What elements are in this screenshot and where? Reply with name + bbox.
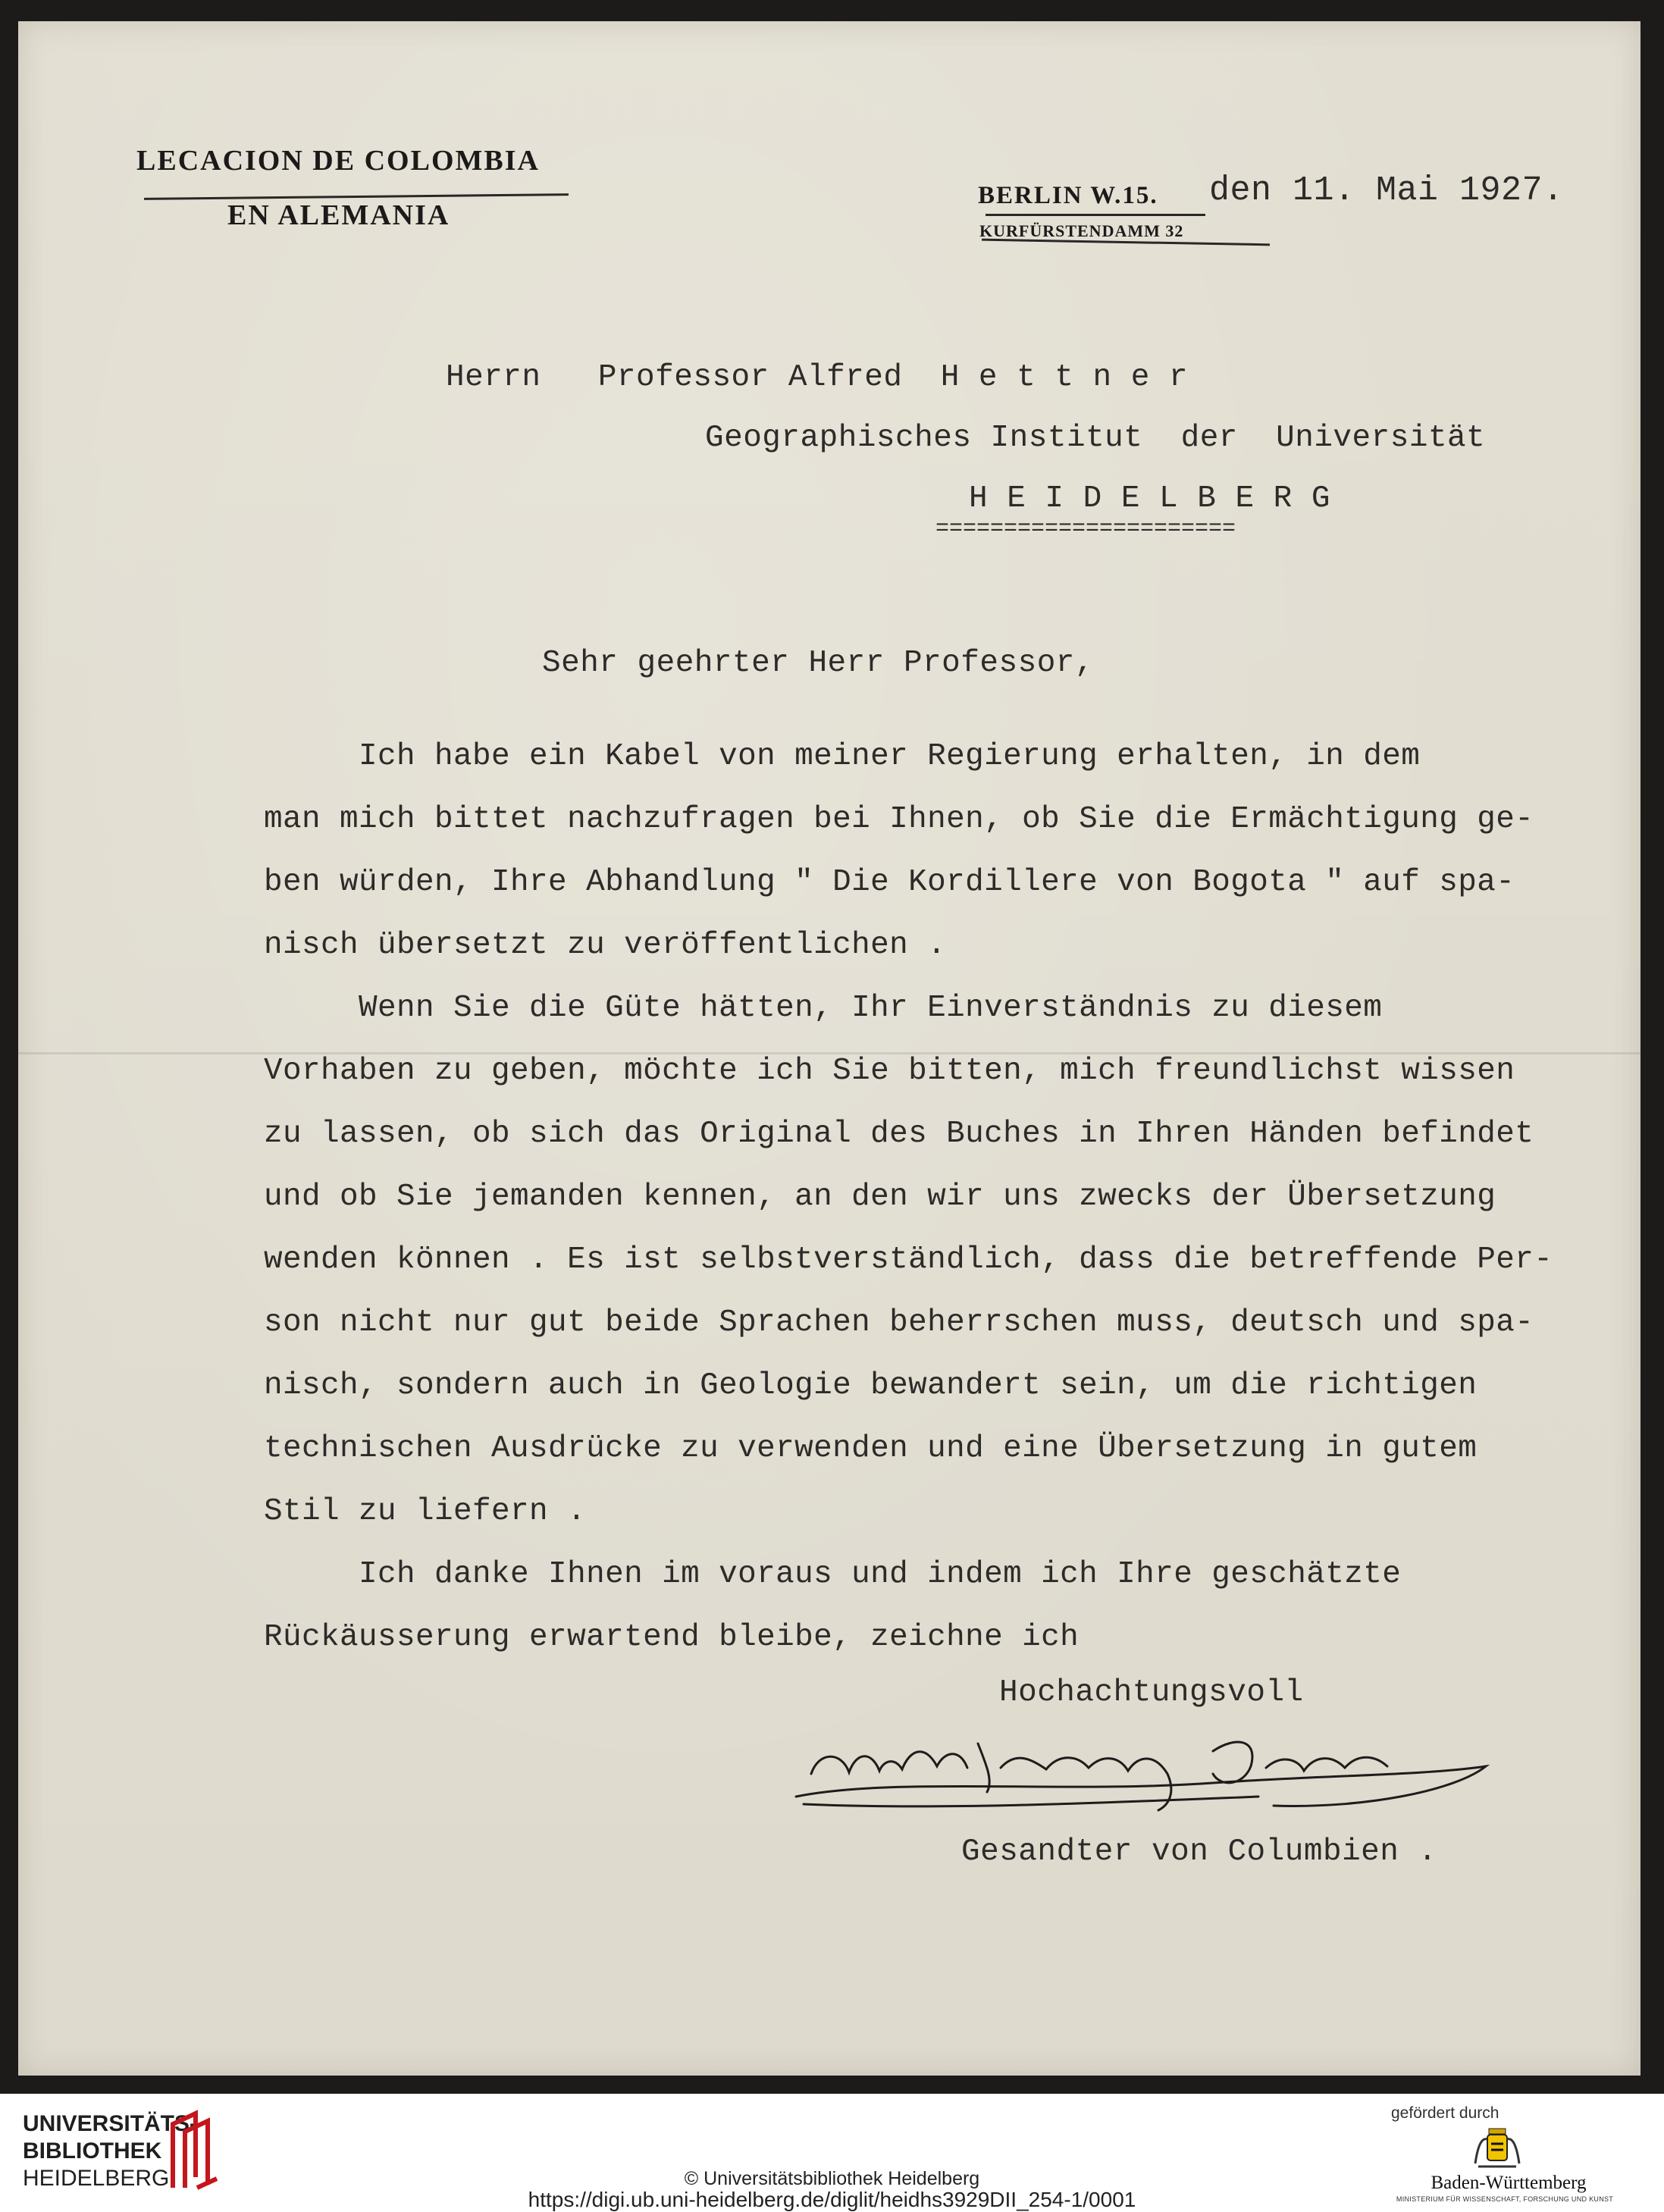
handwritten-signature [788, 1721, 1501, 1819]
closing: Hochachtungsvoll [999, 1675, 1304, 1710]
recipient-name: Herrn Professor Alfred H e t t n e r [446, 360, 1189, 395]
library-name-line1: UNIVERSITÄTS- [23, 2111, 198, 2136]
body-line: Rückäusserung erwartend bleibe, zeichne ich [264, 1620, 1080, 1655]
body-line: Vorhaben zu geben, möchte ich Sie bitten, mich freundlichst wissen [264, 1054, 1515, 1089]
body-line: Stil zu liefern . [264, 1494, 587, 1529]
library-name-line3: HEIDELBERG [23, 2166, 170, 2191]
recipient-city-underline: ====================== [935, 516, 1236, 542]
body-line: Ich danke Ihnen im voraus und indem ich Ihre geschätzte [264, 1557, 1402, 1592]
salutation: Sehr geehrter Herr Professor, [542, 646, 1095, 681]
library-name-line2: BIBLIOTHEK [23, 2138, 162, 2163]
funded-by-label: gefördert durch [1391, 2104, 1499, 2122]
letterhead-city: BERLIN W.15. [978, 182, 1158, 209]
library-footer [0, 2094, 1664, 2212]
body-line: ben würden, Ihre Abhandlung " Die Kordillere von Bogota " auf spa- [264, 865, 1515, 900]
funder-ministry: MINISTERIUM FÜR WISSENSCHAFT, FORSCHUNG UND KUNST [1396, 2195, 1614, 2203]
body-line: technischen Ausdrücke zu verwenden und eine Übersetzung in gutem [264, 1431, 1478, 1466]
letterhead-street: KURFÜRSTENDAMM 32 [979, 221, 1184, 240]
body-line: zu lassen, ob sich das Original des Buches in Ihren Händen befindet [264, 1117, 1534, 1151]
body-line: man mich bittet nachzufragen bei Ihnen, ob Sie die Ermächtigung ge- [264, 802, 1534, 837]
recipient-institute: Geographisches Institut der Universität [705, 421, 1486, 456]
funder-name: Baden-Württemberg [1431, 2173, 1587, 2193]
permalink-url[interactable]: https://digi.ub.uni-heidelberg.de/diglit/heidhs3929DII_254-1/0001 [528, 2188, 1136, 2211]
letter-date: den 11. Mai 1927. [1209, 171, 1564, 210]
body-line: und ob Sie jemanden kennen, an den wir uns zwecks der Übersetzung [264, 1180, 1496, 1214]
sender-title: Gesandter von Columbien . [961, 1834, 1437, 1869]
body-line: Ich habe ein Kabel von meiner Regierung erhalten, in dem [264, 739, 1421, 774]
body-line: Wenn Sie die Güte hätten, Ihr Einverständnis zu diesem [264, 991, 1383, 1026]
body-line: nisch übersetzt zu veröffentlichen . [264, 928, 947, 963]
coat-of-arms-icon [1471, 2127, 1524, 2171]
body-line: son nicht nur gut beide Sprachen beherrschen muss, deutsch und spa- [264, 1305, 1534, 1340]
copyright-notice: © Universitätsbibliothek Heidelberg [684, 2168, 980, 2189]
letterhead-line2: EN ALEMANIA [227, 199, 450, 231]
address-rule [986, 214, 1205, 216]
body-line: nisch, sondern auch in Geologie bewandert sein, um die richtigen [264, 1368, 1478, 1403]
body-line: wenden können . Es ist selbstverständlich, dass die betreffende Per- [264, 1242, 1553, 1277]
letterhead-line1: LECACION DE COLOMBIA [136, 145, 540, 177]
recipient-city: H E I D E L B E R G [969, 481, 1330, 516]
